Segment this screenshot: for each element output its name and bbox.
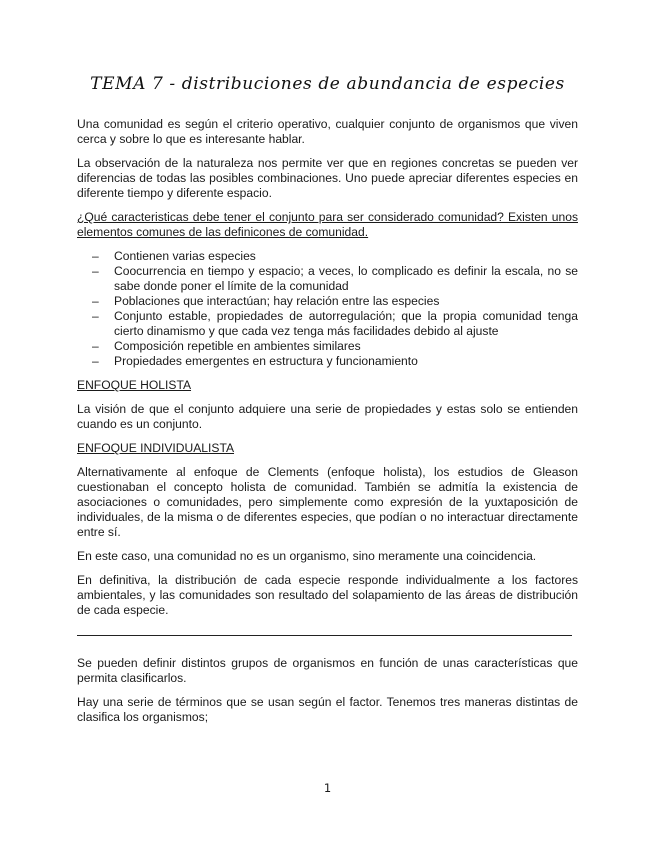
list-item [77, 354, 578, 369]
individualistic-paragraph-1: Alternativamente al enfoque de Clements (enfoque holista), los estudios de Gleason cuestionaban el concepto holista de comunidad. También se admitía la existencia de asociaciones o comunidades, pero simplemente como expresión de la yuxtaposición de individuales, de la misma o de diferentes especies, que podían o no interactuar directamente entre sí. [77, 465, 578, 539]
list-item [77, 294, 578, 309]
classification-paragraph-2: Hay una serie de términos que se usan según el factor. Tenemos tres maneras distintas de clasifica los organismos; [77, 695, 578, 724]
list-item-text: Propiedades emergentes en estructura y funcionamiento [114, 354, 418, 368]
dash-marker: – [92, 339, 99, 353]
list-item-text: Poblaciones que interactúan; hay relación entre las especies [114, 294, 440, 308]
characteristics-list [77, 249, 578, 369]
question-paragraph: ¿Qué caracteristicas debe tener el conjunto para ser considerado comunidad? Existen unos elementos comunes de las definicones de comunidad. [77, 210, 578, 239]
list-item [77, 264, 578, 294]
list-item [77, 339, 578, 354]
dash-marker: – [92, 354, 99, 368]
heading-holistic: ENFOQUE HOLISTA [77, 378, 192, 392]
list-item-text: Composición repetible en ambientes similares [114, 339, 361, 353]
section-divider [77, 635, 572, 636]
page-number: 1 [323, 781, 332, 795]
intro-paragraph-2: La observación de la naturaleza nos permite ver que en regiones concretas se pueden ver diferencias de todas las posibles combinaciones. Uno puede apreciar diferentes especies en diferente tiempo y diferente espacio. [77, 156, 578, 200]
page-title: TEMA 7 - distribuciones de abundancia de especies [90, 74, 565, 94]
dash-marker: – [92, 294, 99, 308]
list-item [77, 249, 578, 264]
list-item-text: Coocurrencia en tiempo y espacio; a veces, lo complicado es definir la escala, no se sabe donde poner el límite de la comunidad [114, 264, 578, 293]
holistic-paragraph: La visión de que el conjunto adquiere una serie de propiedades y estas solo se entienden cuando es un conjunto. [77, 402, 578, 431]
document-body [77, 117, 578, 734]
individualistic-paragraph-3: En definitiva, la distribución de cada especie responde individualmente a los factores ambientales, y las comunidades son resultado del solapamiento de las áreas de distribución de cada especie. [77, 573, 578, 617]
classification-paragraph-1: Se pueden definir distintos grupos de organismos en función de unas características que permita clasificarlos. [77, 656, 578, 685]
dash-marker: – [92, 264, 99, 278]
dash-marker: – [92, 309, 99, 323]
list-item [77, 309, 578, 339]
list-item-text: Contienen varias especies [114, 249, 256, 263]
intro-paragraph-1: Una comunidad es según el criterio operativo, cualquier conjunto de organismos que viven cerca y sobre lo que es interesante hablar. [77, 117, 578, 146]
list-item-text: Conjunto estable, propiedades de autorregulación; que la propia comunidad tenga cierto dinamismo y que cada vez tenga más facilidades debido al ajuste [114, 309, 578, 338]
individualistic-paragraph-2: En este caso, una comunidad no es un organismo, sino meramente una coincidencia. [77, 549, 537, 563]
heading-individualistic: ENFOQUE INDIVIDUALISTA [77, 441, 235, 455]
dash-marker: – [92, 249, 99, 263]
